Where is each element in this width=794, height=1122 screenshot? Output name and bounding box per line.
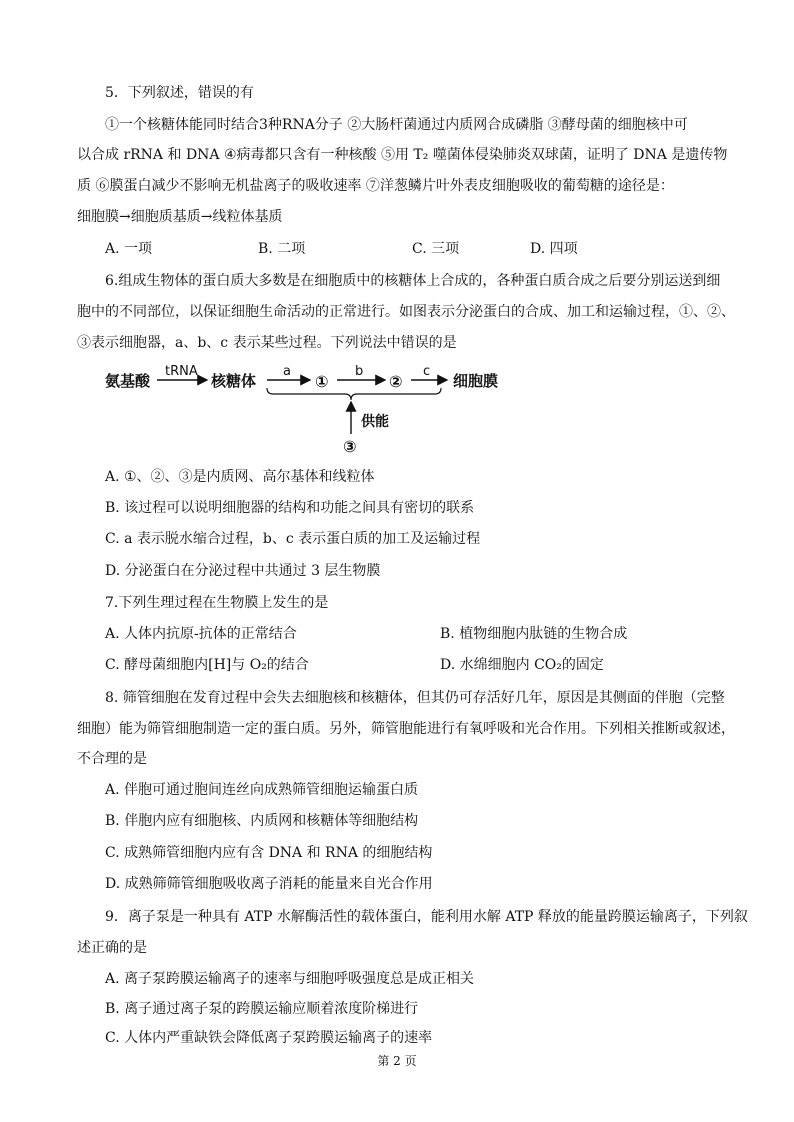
label-a: a — [283, 364, 291, 379]
q6-option-c: C. a 表示脱水缩合过程，b、c 表示蛋白质的加工及运输过程 — [105, 531, 481, 547]
q8-option-b: B. 伴胞内应有细胞核、内质网和核糖体等细胞结构 — [105, 813, 419, 829]
q6-text-line-1: 6.组成生物体的蛋白质大多数是在细胞质中的核糖体上合成的，各种蛋白质合成之后要分别运送到细 — [105, 273, 721, 289]
q8-text-line-3: 不合理的是 — [77, 751, 147, 767]
q5-option-a: A. 一项 — [105, 241, 153, 257]
q8-text-line-2: 细胞）能为筛管细胞制造一定的蛋白质。另外，筛管胞能进行有氧呼吸和光合作用。下列相关推断或叙述， — [77, 721, 735, 737]
label-c: c — [423, 364, 431, 379]
cell-membrane-label: 细胞膜 — [453, 372, 499, 390]
q6-text-line-3: ③表示细胞器，a、b、c 表示某些过程。下列说法中错误的是 — [77, 335, 457, 351]
q5-text-line-2: 以合成 rRNA 和 DNA ④病毒都只含有一种核酸 ⑤用 T₂ 噬菌体侵染肺炎双球菌，证明了 DNA 是遗传物 — [77, 147, 728, 163]
energy-supply-label: 供能 — [361, 414, 389, 430]
q7-option-b: B. 植物细胞内肽链的生物合成 — [440, 626, 628, 642]
q7-stem: 7.下列生理过程在生物膜上发生的是 — [105, 595, 329, 611]
q7-option-c: C. 酵母菌细胞内[H]与 O₂的结合 — [105, 657, 309, 673]
q5-option-d: D. 四项 — [530, 241, 578, 257]
q9-option-b: B. 离子通过离子泵的跨膜运输应顺着浓度阶梯进行 — [105, 1001, 419, 1017]
q8-option-d: D. 成熟筛筛管细胞吸收离子消耗的能量来自光合作用 — [105, 876, 433, 892]
q5-stem: 5．下列叙述，错误的有 — [105, 85, 254, 101]
q5-text-line-4: 细胞膜→细胞质基质→线粒体基质 — [77, 209, 283, 225]
process-flow-svg — [105, 360, 545, 460]
page-number: 第 2 页 — [377, 1054, 417, 1068]
q5-text-line-1: ①一个核糖体能同时结合3种RNA分子 ②大肠杆菌通过内质网合成磷脂 ③酵母菌的细胞核中可 — [105, 117, 688, 133]
secretory-protein-diagram — [105, 360, 545, 460]
q5-text-line-3: 质 ⑥膜蛋白减少不影响无机盐离子的吸收速率 ⑦洋葱鳞片叶外表皮细胞吸收的葡萄糖的途径是： — [77, 178, 674, 194]
organelle-3-label: ③ — [343, 437, 357, 456]
q7-option-d: D. 水绵细胞内 CO₂的固定 — [440, 657, 604, 673]
q9-text-line-2: 述正确的是 — [77, 940, 147, 956]
label-b: b — [355, 364, 364, 379]
organelle-2-label: ② — [389, 372, 403, 391]
q7-option-a: A. 人体内抗原-抗体的正常结合 — [105, 626, 297, 642]
q5-option-b: B. 二项 — [258, 241, 306, 257]
q6-option-b: B. 该过程可以说明细胞器的结构和功能之间具有密切的联系 — [105, 500, 475, 516]
q9-option-a: A. 离子泵跨膜运输离子的速率与细胞呼吸强度总是成正相关 — [105, 971, 475, 987]
q8-option-a: A. 伴胞可通过胞间连丝向成熟筛管细胞运输蛋白质 — [105, 782, 419, 798]
q8-option-c: C. 成熟筛管细胞内应有含 DNA 和 RNA 的细胞结构 — [105, 845, 433, 861]
q9-option-c: C. 人体内严重缺铁会降低离子泵跨膜运输离子的速率 — [105, 1030, 433, 1046]
ribosome-label: 核糖体 — [211, 372, 257, 390]
amino-acid-label: 氨基酸 — [105, 372, 151, 390]
q6-text-line-2: 胞中的不同部位，以保证细胞生命活动的正常进行。如图表示分泌蛋白的合成、加工和运输过程，①、②、 — [77, 304, 735, 320]
q9-text-line-1: 9．离子泵是一种具有 ATP 水解酶活性的载体蛋白，能利用水解 ATP 释放的能量跨膜运输离子，下列叙 — [105, 909, 748, 925]
trna-label: tRNA — [165, 364, 198, 379]
q5-option-c: C. 三项 — [412, 241, 460, 257]
q6-option-d: D. 分泌蛋白在分泌过程中共通过 3 层生物膜 — [105, 563, 381, 579]
q8-text-line-1: 8. 筛管细胞在发育过程中会失去细胞核和核糖体，但其仍可存活好几年，原因是其侧面的伴胞（完整 — [105, 690, 725, 706]
q6-option-a: A. ①、②、③是内质网、高尔基体和线粒体 — [105, 469, 375, 485]
brace-bracket — [267, 388, 441, 400]
organelle-1-label: ① — [315, 372, 329, 391]
